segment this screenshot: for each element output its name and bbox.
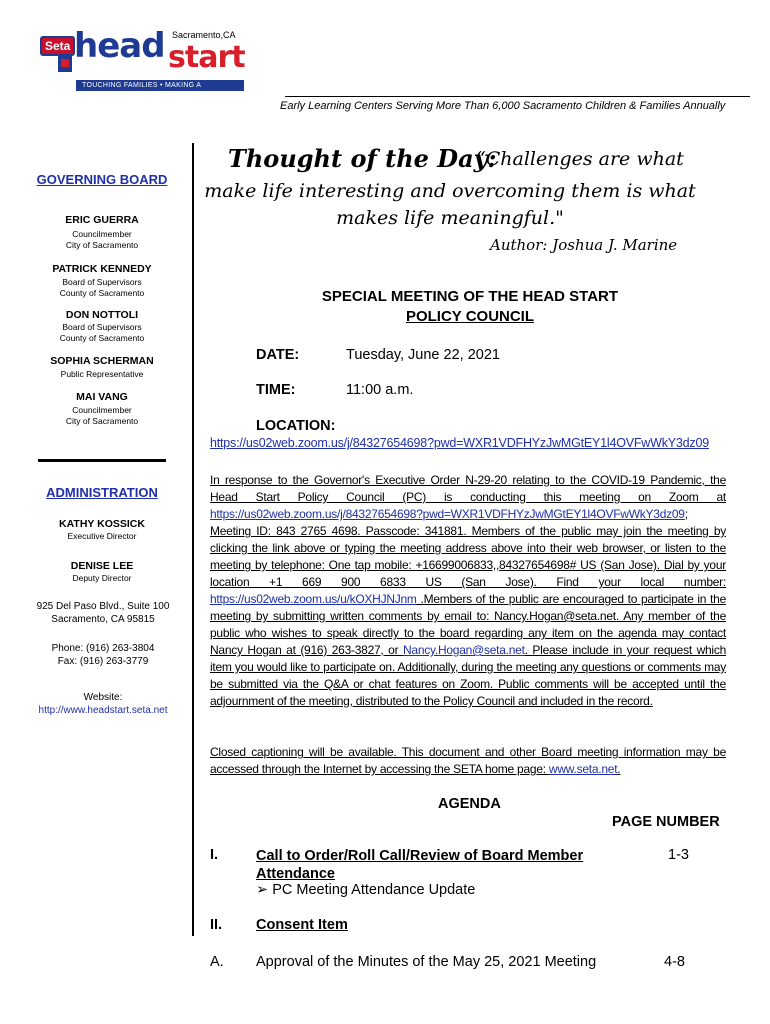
agenda-item-title: Approval of the Minutes of the May 25, 2021 Meeting xyxy=(256,954,597,970)
seta-logo: Seta xyxy=(40,36,75,56)
zoom-meeting-link[interactable]: https://us02web.zoom.us/j/84327654698?pwd=WXR1VDFHYzJwMGtEY1l4OVFwWkY3dz09 xyxy=(210,507,685,521)
location-label: LOCATION: xyxy=(256,418,336,434)
logo-start-text: start xyxy=(168,40,245,75)
time-value: 11:00 a.m. xyxy=(346,382,414,398)
member-role: County of Sacramento xyxy=(59,288,145,298)
sidebar-divider xyxy=(38,459,166,462)
admin-role: Deputy Director xyxy=(72,573,132,583)
local-number-link[interactable]: https://us02web.zoom.us/u/kOXHJNJnm xyxy=(210,592,417,606)
member-name: SOPHIA SCHERMAN xyxy=(50,355,154,367)
agenda-item-number: I. xyxy=(210,847,219,863)
covid-notice-paragraph xyxy=(210,472,726,710)
email-link[interactable]: Nancy.Hogan@seta.net xyxy=(402,643,525,657)
header-rule xyxy=(285,96,750,97)
logo-head-text: head xyxy=(74,26,165,66)
time-label: TIME: xyxy=(256,382,296,398)
phone: Phone: (916) 263-3804 xyxy=(51,643,155,654)
agenda-subitem-label: PC Meeting Attendance Update xyxy=(272,882,476,898)
member-role: Board of Supervisors xyxy=(62,277,142,287)
thought-quote-line: makes life meaningful." xyxy=(336,207,564,229)
fax: Fax: (916) 263-3779 xyxy=(57,656,149,667)
website-link[interactable]: http://www.headstart.seta.net xyxy=(38,705,168,716)
agenda-heading: AGENDA xyxy=(438,796,501,812)
address-line: 925 Del Paso Blvd., Suite 100 xyxy=(36,601,170,612)
agenda-item-title: Consent Item xyxy=(256,917,348,933)
notice-text: . xyxy=(617,762,621,776)
date-value: Tuesday, June 22, 2021 xyxy=(346,347,500,363)
admin-role: Executive Director xyxy=(67,531,137,541)
website-label: Website: xyxy=(83,692,123,703)
thought-title: Thought of the Day: xyxy=(228,144,497,173)
member-role: Board of Supervisors xyxy=(62,322,142,332)
governing-board-heading: GOVERNING BOARD xyxy=(36,172,168,187)
member-role: Councilmember xyxy=(72,229,132,239)
admin-name: KATHY KOSSICK xyxy=(59,518,145,530)
member-name: MAI VANG xyxy=(76,391,128,403)
member-role: City of Sacramento xyxy=(65,416,139,426)
member-role: City of Sacramento xyxy=(65,240,139,250)
meeting-subtitle: POLICY COUNCIL xyxy=(405,308,535,325)
member-role: County of Sacramento xyxy=(59,333,145,343)
closed-caption-paragraph xyxy=(210,744,726,778)
logo-tagline: TOUCHING FAMILIES • MAKING A DIFFERENCE xyxy=(76,80,244,91)
agenda-item-pages: 4-8 xyxy=(664,954,685,970)
member-role: Councilmember xyxy=(72,405,132,415)
thought-quote-line: “Challenges are what xyxy=(476,148,684,170)
agenda-item-number: A. xyxy=(210,954,224,970)
member-name: DON NOTTOLI xyxy=(65,309,139,321)
notice-text: Closed captioning will be available. This document and other Board meeting information may be accessed through the Internet by accessing the SETA home page: xyxy=(210,745,726,776)
agenda-item-number: II. xyxy=(210,917,223,933)
sidebar-vertical-rule xyxy=(192,143,194,936)
arrow-bullet-icon: ➢ xyxy=(256,882,273,898)
logo-city: Sacramento,CA xyxy=(172,30,236,40)
agenda-subitem xyxy=(256,882,475,898)
agenda-item-title: Call to Order/Roll Call/Review of Board Member Attendance xyxy=(256,848,584,882)
flag-icon xyxy=(58,56,72,72)
administration-heading: ADMINISTRATION xyxy=(46,485,158,500)
notice-text: ; Meeting ID: 843 2765 4698. Passcode: 341881. Members of the public may join the meeting by clicking the link above or typing the meeting address above into their web browser, or listen to the meeting by telephone: One tap mobile: +16699006833,,84327654698# US (San Jose). Dial by your location +1 669 900 6833 US (San Jose). Find your local number: xyxy=(210,507,726,589)
address-line: Sacramento, CA 95815 xyxy=(51,614,155,625)
notice-text: In response to the Governor's Executive Order N-29-20 relating to the COVID-19 Pandemic, the Head Start Policy Council (PC) is conducting this meeting on Zoom at xyxy=(210,473,726,504)
thought-quote-line: make life interesting and overcoming them is what xyxy=(204,180,696,202)
seta-home-link[interactable]: www.seta.net xyxy=(548,762,618,776)
thought-author: Author: Joshua J. Marine xyxy=(490,236,678,254)
member-name: ERIC GUERRA xyxy=(65,214,139,226)
date-label: DATE: xyxy=(256,347,300,363)
notice-text: .Members of the public are encouraged to participate in the meeting by submitting written comments by email to: Nancy.Hogan@seta.net. Any member of the public who wishes to speak directly to the board regarding any item on the agenda may contact Nancy Hogan at (916) 263-3827, or xyxy=(210,592,726,657)
meeting-title: SPECIAL MEETING OF THE HEAD START xyxy=(321,288,619,305)
notice-text: . Please include in your request which item you would like to participate on. Additionally, during the meeting any questions or comments may be submitted via the Q&A or chat features on Zoom. Public comments will be accepted until the adjournment of the meeting, distributed to the Policy Council and included in the record. xyxy=(210,643,726,708)
admin-name: DENISE LEE xyxy=(70,560,134,572)
agenda-item-pages: 1-3 xyxy=(668,847,689,863)
page-number-heading: PAGE NUMBER xyxy=(612,814,720,830)
member-name: PATRICK KENNEDY xyxy=(52,263,152,275)
header-tagline: Early Learning Centers Serving More Than 6,000 Sacramento Children & Families Annually xyxy=(280,100,726,112)
member-role: Public Representative xyxy=(60,369,144,379)
location-link[interactable]: https://us02web.zoom.us/j/84327654698?pwd=WXR1VDFHYzJwMGtEY1l4OVFwWkY3dz09 xyxy=(210,436,709,450)
